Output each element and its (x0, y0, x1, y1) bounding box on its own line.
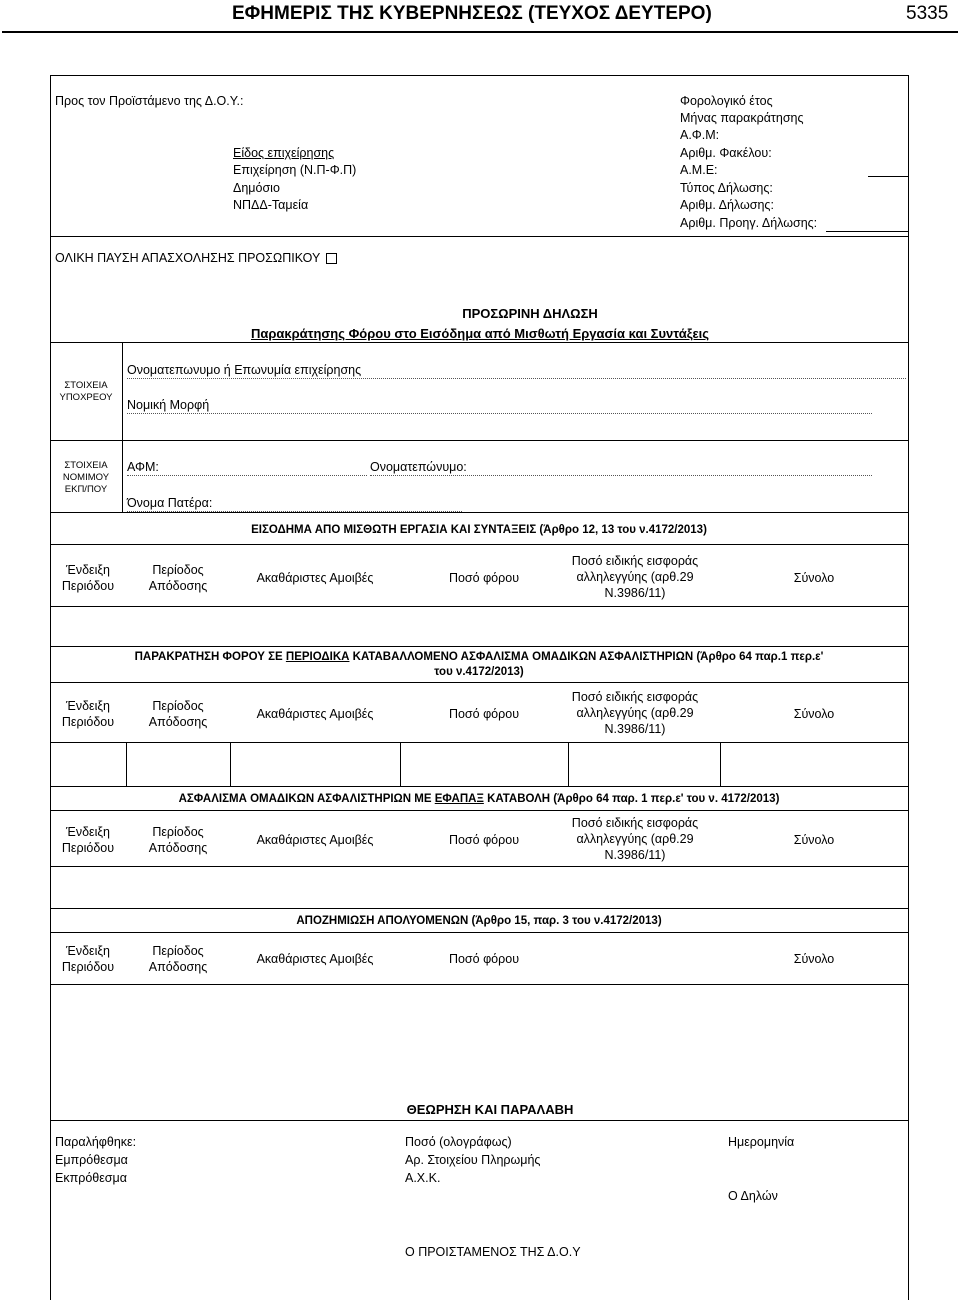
s3-col-tax: Ποσό φόρου (448, 833, 520, 847)
section4-title: ΑΠΟΖΗΜΙΩΣΗ ΑΠΟΛΥΟΜΕΝΩΝ (Άρθρο 15, παρ. 3 του ν.4172/2013) (296, 915, 662, 927)
late-label: Εκπρόθεσμα (55, 1171, 127, 1185)
divider (50, 544, 908, 545)
obligor-name-field[interactable] (127, 363, 906, 379)
divider (50, 646, 908, 647)
s1-col-solidarity: Ποσό ειδικής εισφοράς αλληλεγγύης (αρθ.29 Ν.3986/11) (571, 554, 699, 600)
rep-side-label-3: ΕΚΠ/ΠΟΥ (64, 484, 108, 495)
afm-field: Α.Φ.Μ: (680, 128, 720, 142)
business-type-public: Δημόσιο (233, 181, 280, 195)
addressee-label: Προς τον Προϊστάμενο της Δ.Ο.Υ.: (55, 94, 244, 108)
cessation-checkbox[interactable] (326, 253, 337, 264)
section2-title-cont: του ν.4172/2013) (434, 666, 524, 678)
s3-col-period-pay: Περίοδος Απόδοσης (148, 825, 208, 855)
section1-title: ΕΙΣΟΔΗΜΑ ΑΠΟ ΜΙΣΘΩΤΗ ΕΡΓΑΣΙΑ ΚΑΙ ΣΥΝΤΑΞΕΙΣ (Άρθρο 12, 13 του ν.4172/2013) (251, 524, 707, 536)
amount-words-label: Ποσό (ολογράφως) (405, 1135, 512, 1149)
divider (50, 932, 908, 933)
ame-field: Α.Μ.Ε: (680, 163, 718, 177)
declaration-subtitle: Παρακράτησης Φόρου στο Εισόδημα από Μισθωτή Εργασία και Συντάξεις (250, 326, 710, 341)
divider (50, 512, 908, 513)
date-label: Ημερομηνία (728, 1135, 795, 1149)
s4-col-period-ind: Ένδειξη Περιόδου (61, 944, 115, 974)
divider (122, 342, 123, 512)
s2-col-total: Σύνολο (793, 707, 835, 721)
obligor-side-label-1: ΣΤΟΙΧΕΙΑ (64, 380, 108, 391)
section3-title: ΑΣΦΑΛΙΣΜΑ ΟΜΑΔΙΚΩΝ ΑΣΦΑΛΙΣΤΗΡΙΩΝ ΜΕ ΕΦΑΠΑΞ ΚΑΤΑΒΟΛΗ (Άρθρο 64 παρ. 1 περ.ε' του ν. 4172/2013) (178, 793, 780, 805)
tax-year-field: Φορολογικό έτος (680, 94, 773, 108)
cessation-text: ΟΛΙΚΗ ΠΑΥΣΗ ΑΠΑΣΧΟΛΗΣΗΣ ΠΡΟΣΩΠΙΚΟΥ (55, 251, 321, 265)
rep-afm-label: ΑΦΜ: (127, 460, 159, 474)
rep-side-label-1: ΣΤΟΙΧΕΙΑ (64, 460, 108, 471)
divider (50, 810, 908, 811)
s3-col-solidarity: Ποσό ειδικής εισφοράς αλληλεγγύης (αρθ.29 Ν.3986/11) (571, 816, 699, 862)
divider (50, 682, 908, 683)
payment-number-label: Αρ. Στοιχείου Πληρωμής (405, 1153, 541, 1167)
top-right-fill-line (868, 176, 908, 177)
divider (50, 342, 908, 343)
s2-col-tax: Ποσό φόρου (448, 707, 520, 721)
rep-name-field[interactable] (370, 460, 872, 476)
divider (50, 606, 908, 607)
divider (50, 742, 908, 743)
previous-declaration-field: Αριθμ. Προηγ. Δήλωσης: (680, 216, 818, 230)
received-label: Παραλήφθηκε: (55, 1135, 137, 1149)
rep-side-label-2: ΝΟΜΙΜΟΥ (62, 472, 110, 483)
declarant-label: Ο Δηλών (728, 1189, 778, 1203)
axk-label: Α.Χ.Κ. (405, 1171, 441, 1185)
gazette-title: ΕΦΗΜΕΡΙΣ ΤΗΣ ΚΥΒΕΡΝΗΣΕΩΣ (ΤΕΥΧΟΣ ΔΕΥΤΕΡΟ) (232, 3, 712, 24)
s2-col-period-ind: Ένδειξη Περιόδου (61, 699, 115, 729)
declaration-type-field: Τύπος Δήλωσης: (680, 181, 773, 195)
review-title: ΘΕΩΡΗΣΗ ΚΑΙ ΠΑΡΑΛΑΒΗ (406, 1102, 574, 1117)
rep-name-label: Ονοματεπώνυμο: (370, 460, 467, 474)
divider (126, 742, 127, 786)
s1-col-tax: Ποσό φόρου (448, 571, 520, 585)
legal-form-field[interactable] (127, 398, 872, 414)
divider (230, 742, 231, 786)
s2-col-solidarity: Ποσό ειδικής εισφοράς αλληλεγγύης (αρθ.29 Ν.3986/11) (571, 690, 699, 736)
s1-col-period-pay: Περίοδος Απόδοσης (148, 563, 208, 593)
cessation-label (55, 251, 337, 266)
section2-title: ΠΑΡΑΚΡΑΤΗΣΗ ΦΟΡΟΥ ΣΕ ΠΕΡΙΟΔΙΚΑ ΚΑΤΑΒΑΛΛΟΜΕΝΟ ΑΣΦΑΛΙΣΜΑ ΟΜΑΔΙΚΩΝ ΑΣΦΑΛΙΣΤΗΡΙΩΝ (Άρθρο 64 παρ.1 περ.ε' (134, 651, 824, 663)
s4-col-tax: Ποσό φόρου (448, 952, 520, 966)
divider (50, 236, 908, 237)
file-number-field: Αριθμ. Φακέλου: (680, 146, 772, 160)
divider (50, 866, 908, 867)
s1-col-total: Σύνολο (793, 571, 835, 585)
s1-col-gross: Ακαθάριστες Αμοιβές (256, 571, 374, 585)
divider (50, 984, 908, 985)
top-right-fill-line-2 (826, 231, 908, 232)
header-rule (2, 31, 958, 33)
s4-col-gross: Ακαθάριστες Αμοιβές (256, 952, 374, 966)
head-signature-label: Ο ΠΡΟΙΣΤΑΜΕΝΟΣ ΤΗΣ Δ.Ο.Υ (405, 1245, 581, 1259)
divider (720, 742, 721, 786)
rep-father-label: Όνομα Πατέρα: (127, 496, 213, 510)
s4-col-period-pay: Περίοδος Απόδοσης (148, 944, 208, 974)
divider (50, 440, 908, 441)
obligor-side-label-2: ΥΠΟΧΡΕΟΥ (59, 392, 113, 403)
declaration-number-field: Αριθμ. Δήλωσης: (680, 198, 774, 212)
rep-father-field[interactable] (127, 496, 462, 512)
rep-afm-field[interactable] (127, 460, 367, 476)
on-time-label: Εμπρόθεσμα (55, 1153, 128, 1167)
s3-col-total: Σύνολο (793, 833, 835, 847)
divider (50, 1120, 908, 1121)
s1-col-period-ind: Ένδειξη Περιόδου (61, 563, 115, 593)
divider (568, 742, 569, 786)
s3-col-period-ind: Ένδειξη Περιόδου (61, 825, 115, 855)
declaration-title: ΠΡΟΣΩΡΙΝΗ ΔΗΛΩΣΗ (462, 306, 598, 321)
s4-col-total: Σύνολο (793, 952, 835, 966)
page-number: 5335 (906, 3, 949, 24)
s3-col-gross: Ακαθάριστες Αμοιβές (256, 833, 374, 847)
form-top-border (50, 75, 908, 76)
divider (400, 742, 401, 786)
legal-form-label: Νομική Μορφή (127, 398, 210, 412)
business-type-npdd: ΝΠΔΔ-Ταμεία (233, 198, 309, 212)
divider (50, 786, 908, 787)
s2-col-gross: Ακαθάριστες Αμοιβές (256, 707, 374, 721)
withholding-month-field: Μήνας παρακράτησης (680, 111, 804, 125)
business-type-company: Επιχείρηση (Ν.Π-Φ.Π) (233, 163, 357, 177)
s2-col-period-pay: Περίοδος Απόδοσης (148, 699, 208, 729)
obligor-name-label: Ονοματεπωνυμο ή Επωνυμία επιχείρησης (127, 363, 362, 377)
business-type-heading: Είδος επιχείρησης (233, 146, 335, 160)
divider (50, 908, 908, 909)
